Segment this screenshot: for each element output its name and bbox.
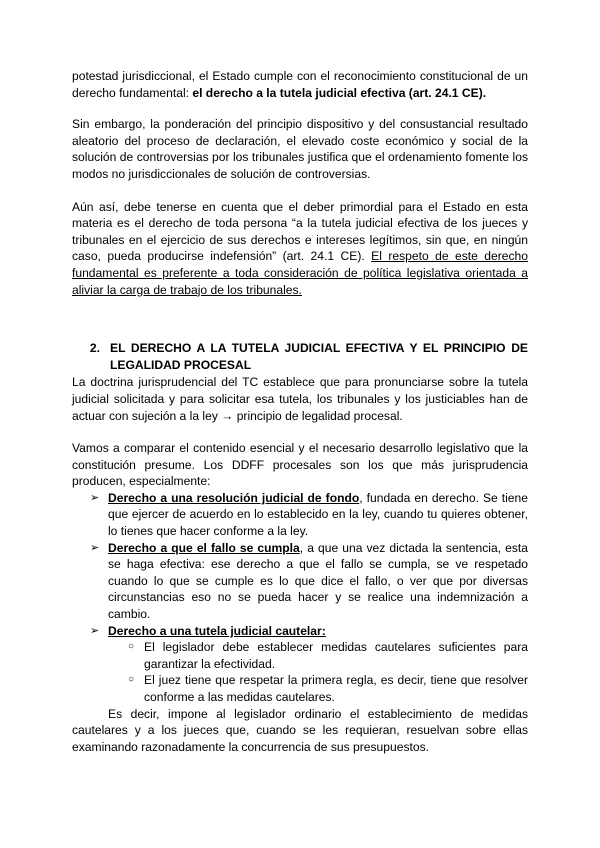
sub-list-item	[108, 672, 528, 705]
list-item-title: Derecho a que el fallo se cumpla	[108, 540, 300, 555]
paragraph-ponderacion: Sin embargo, la ponderación del principio dispositivo y del consustancial resultado aleatorio del proceso de declaración, el elevado coste económico y social de la solución de controversias por los tribunales justifica que el ordenamiento fomente los modos no jurisdiccionales de solución de controversias.	[72, 117, 528, 181]
paragraph-doctrina: La doctrina jurisprudencial del TC establece que para pronunciarse sobre la tutela judicial solicitada y para solicitar esa tutela, los tribunales y los justiciables han de actuar con sujeción a la ley → principio de legalidad procesal.	[72, 375, 528, 423]
arrow-bullet-icon: ➢	[90, 491, 100, 504]
rights-list	[72, 490, 528, 706]
arrow-bullet-icon: ➢	[90, 624, 100, 637]
document-body	[72, 68, 528, 755]
sub-list-item	[108, 639, 528, 672]
list-item	[72, 623, 528, 706]
list-item	[72, 490, 528, 540]
list-item	[72, 540, 528, 623]
section-heading	[72, 340, 528, 373]
underlined-phrase: El respeto de este derecho fundamental es preferente a toda consideración de política legislativa orientada a aliviar la carga de trabajo de los tribunales.	[72, 249, 528, 297]
sub-list	[108, 639, 528, 705]
sub-list-item-text: El juez tiene que respetar la primera regla, es decir, tiene que resolver conforme a las medidas cautelares.	[144, 673, 528, 704]
list-item-text: , fundada en derecho. Se tiene que ejercer de acuerdo en lo establecido en la ley, cuando tu quieres obtener, lo tienes que hacer conforme a la ley.	[108, 490, 528, 539]
paragraph-intro	[72, 68, 528, 101]
list-item-title: Derecho a una tutela judicial cautelar:	[108, 623, 326, 638]
paragraph-aun-asi	[72, 199, 528, 299]
list-item-text: , a que una vez dictada la sentencia, esta se haga efectiva: ese derecho a que el fallo se cumpla, se ve respetado cuando lo que se cumple es lo que dice el fallo, o ver que por diversas circunstancias eso no se pueda hacer y se realice una indemnización a cambio.	[108, 540, 528, 622]
circle-bullet-icon: ○	[128, 641, 135, 653]
list-item-title: Derecho a una resolución judicial de fondo	[108, 490, 360, 505]
section-number: 2.	[89, 341, 100, 356]
paragraph-comparar: Vamos a comparar el contenido esencial y el necesario desarrollo legislativo que la constitución presume. Los DDFF procesales son los que más jurisprudencia producen, especialmente:	[72, 441, 528, 489]
sub-list-item-text: El legislador debe establecer medidas cautelares suficientes para garantizar la efectividad.	[144, 640, 528, 671]
paragraph-es-decir: Es decir, impone al legislador ordinario el establecimiento de medidas cautelares y a los jueces que, cuando se les requieran, resuelvan sobre ellas examinando razonadamente la concurrencia de sus presupuestos.	[72, 706, 528, 754]
bold-phrase: el derecho a la tutela judicial efectiva (art. 24.1 CE).	[192, 85, 487, 100]
paragraph-text: Aún así, debe tenerse en cuenta que el deber primordial para el Estado en esta materia es el derecho de toda persona “a la tutela judicial efectiva de los jueces y tribunales en el ejercicio de sus derechos e intereses legítimos, sin que, en ningún caso, pueda producirse indefensión” (art. 24.1 CE).	[72, 199, 528, 264]
circle-bullet-icon: ○	[128, 674, 135, 686]
paragraph-text: potestad jurisdiccional, el Estado cumple con el reconocimiento constitucional de un derecho fundamental:	[72, 69, 528, 100]
arrow-bullet-icon: ➢	[90, 541, 100, 554]
section-title: EL DERECHO A LA TUTELA JUDICIAL EFECTIVA Y EL PRINCIPIO DE LEGALIDAD PROCESAL	[110, 341, 528, 372]
